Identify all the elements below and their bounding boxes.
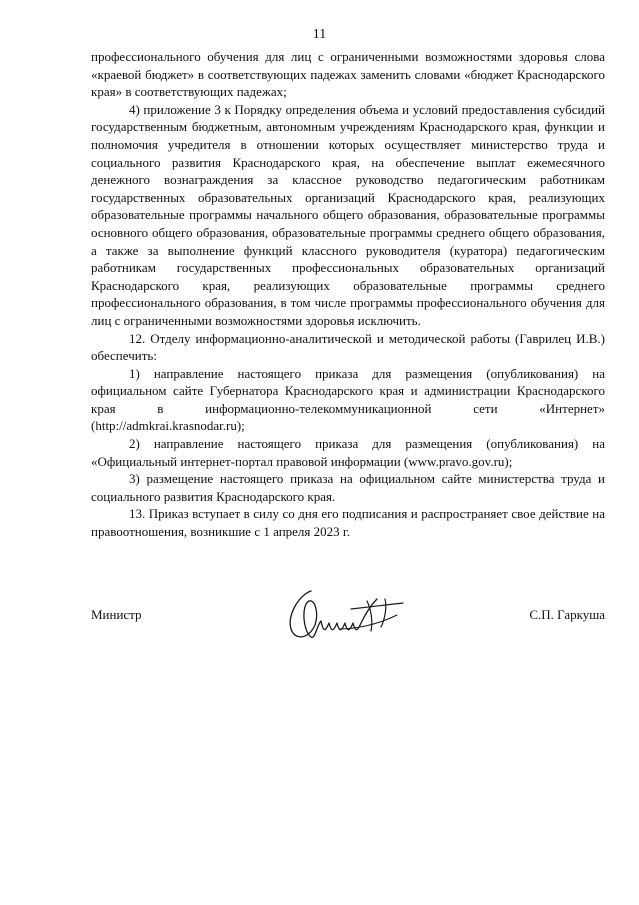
paragraph-item-4: 4) приложение 3 к Порядку определения объема и условий предоставления субсидий государственным бюджетным, автономным учреждениям Краснодарского края, функции и полномочия учредителя в отношении которых осуществляет министерство труда и социального развития Краснодарского края, на обеспечение выплат ежемесячного денежного вознаграждения за классное руководство педагогическим работникам государственных образовательных организаций Краснодарского края, реализующих образовательные программы начального общего образования, образовательные программы основного общего образования, образовательные программы среднего общего образования, а также за выполнение функций классного руководителя (куратора) педагогическим работникам государственных профессиональных образовательных организаций Краснодарского края, реализующих образовательные программы среднего профессионального образования, в том числе программы профессионального обучения для лиц с ограниченными возможностями здоровья исключить. bbox=[91, 101, 605, 328]
paragraph-subitem-3: 3) размещение настоящего приказа на официальном сайте министерства труда и социального развития Краснодарского края. bbox=[91, 471, 605, 504]
minister-name: С.П. Гаркуша bbox=[529, 607, 605, 622]
paragraph-continuation: профессионального обучения для лиц с ограниченными возможностями здоровья слова «краевой бюджет» в соответствующих падежах заменить словами «бюджет Краснодарского края» в соответствующих падежах; bbox=[91, 49, 605, 100]
document-body bbox=[91, 48, 605, 541]
paragraph-subitem-1: 1) направление настоящего приказа для размещения (опубликования) на официальном сайте Губернатора Краснодарского края и администрации Краснодарского края в информационно-телекоммуникационной сети «Интернет» (http://admkrai.krasnodar.ru); bbox=[91, 365, 605, 434]
paragraph-item-13: 13. Приказ вступает в силу со дня его подписания и распространяет свое действие на правоотношения, возникшие с 1 апреля 2023 г. bbox=[91, 506, 605, 540]
handwritten-signature bbox=[281, 585, 411, 647]
paragraph-subitem-2: 2) направление настоящего приказа для размещения (опубликования) на «Официальный интернет-портал правовой информации (www.pravo.gov.ru); bbox=[91, 436, 605, 469]
page-number: 11 bbox=[312, 27, 327, 42]
signature-block bbox=[91, 585, 605, 655]
minister-position-label: Министр bbox=[91, 607, 142, 622]
paragraph-item-12: 12. Отделу информационно-аналитической и методической работы (Гаврилец И.В.) обеспечить: bbox=[91, 330, 605, 364]
